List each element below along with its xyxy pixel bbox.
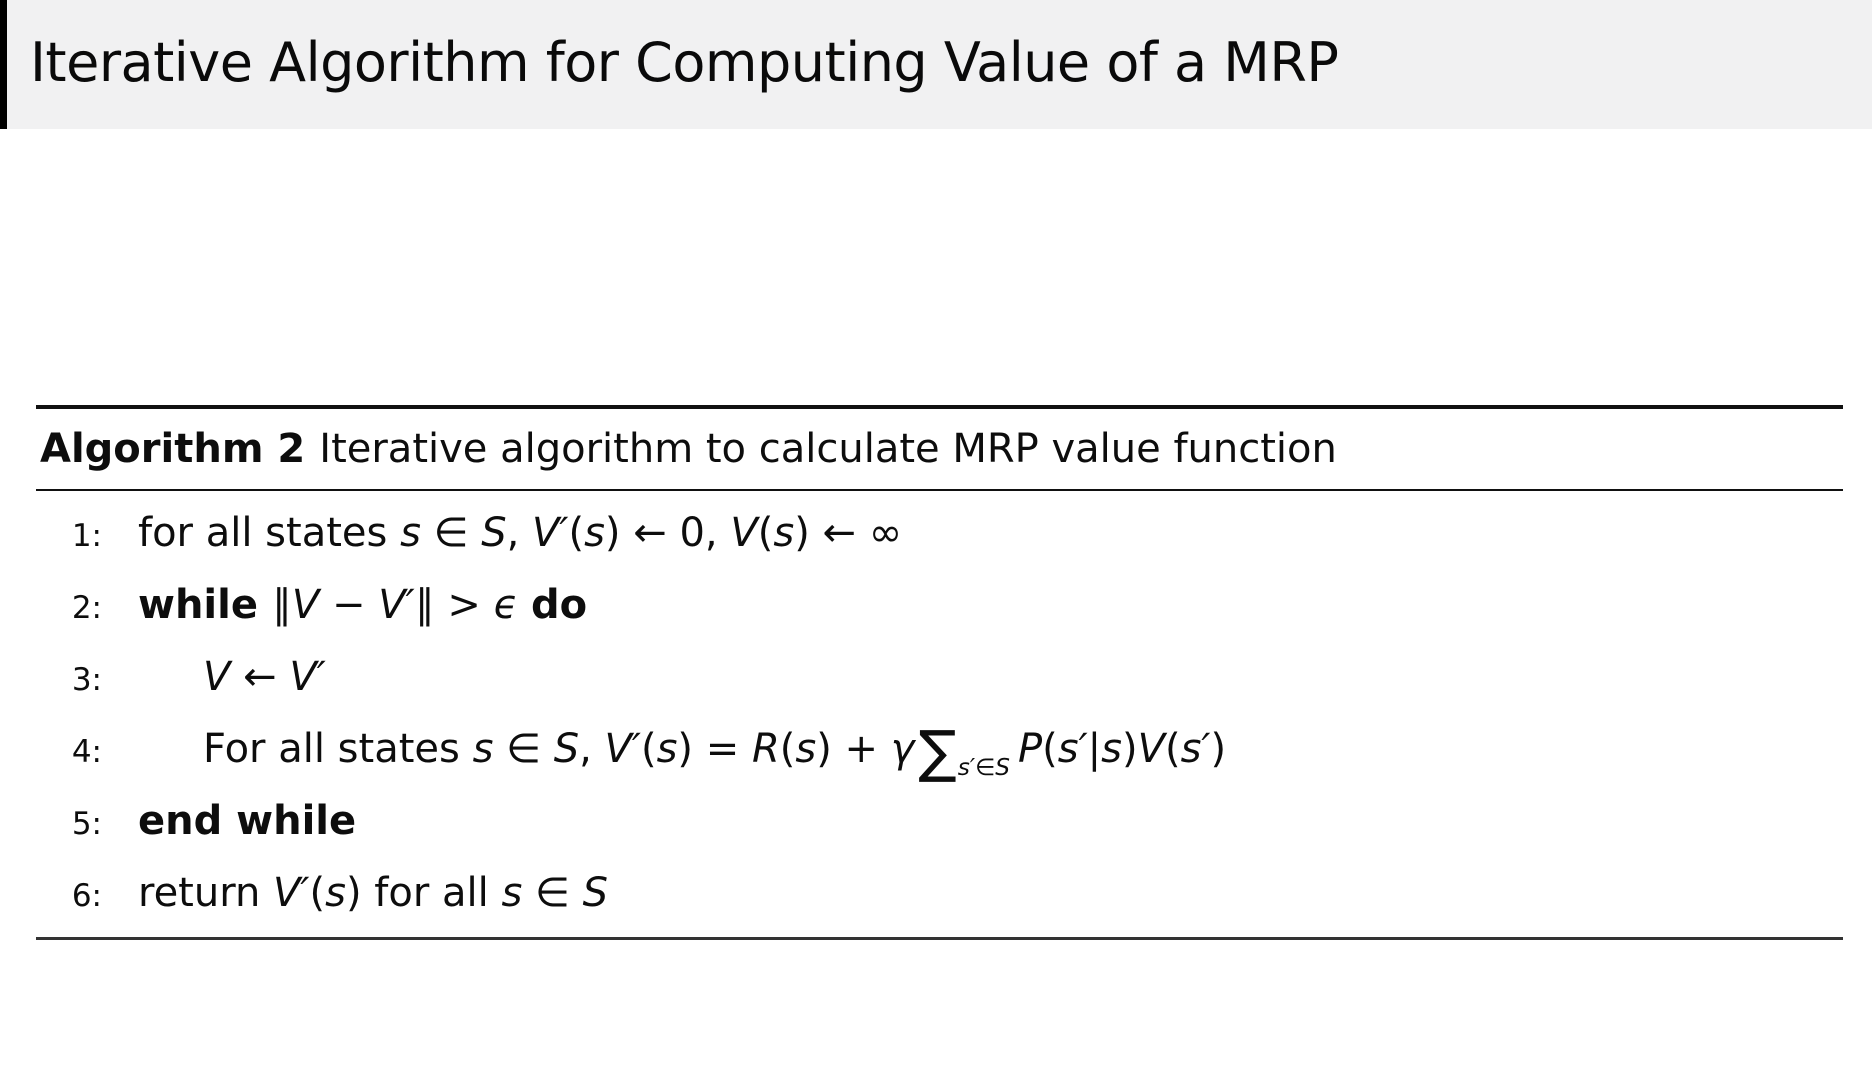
- text-segment: V′: [289, 654, 326, 700]
- line-number: 2:: [71, 590, 102, 626]
- text-segment: (: [757, 510, 774, 556]
- text-segment: (: [568, 510, 585, 556]
- text-segment: end while: [138, 798, 357, 844]
- text-segment: ) +: [816, 726, 891, 772]
- slide-title: Iterative Algorithm for Computing Value of a MRP: [30, 31, 1339, 94]
- text-segment: s′: [1180, 726, 1211, 772]
- text-segment: ) for all: [345, 870, 502, 916]
- title-banner: [0, 0, 1872, 129]
- text-segment: s: [501, 870, 523, 916]
- text-segment: ∥ >: [414, 582, 494, 628]
- line-number: 6:: [71, 878, 102, 914]
- text-segment: ): [1122, 726, 1138, 772]
- text-segment: V: [203, 654, 231, 700]
- algorithm-box: [36, 405, 1843, 940]
- text-segment: (: [779, 726, 796, 772]
- line-number: 5:: [71, 806, 102, 842]
- text-segment: s: [656, 726, 678, 772]
- text-segment: For all states: [203, 726, 473, 772]
- text-segment: ) ← 0,: [604, 510, 731, 556]
- algorithm-line: [36, 785, 1843, 857]
- text-segment: s′∈S: [957, 753, 1011, 781]
- algorithm-body: [36, 491, 1843, 937]
- text-segment: V′: [378, 582, 415, 628]
- text-segment: V: [730, 510, 758, 556]
- text-segment: ←: [230, 654, 290, 700]
- algorithm-header: [36, 409, 1843, 489]
- text-segment: P: [1018, 726, 1043, 772]
- text-segment: ∈: [522, 870, 583, 916]
- text-segment: V: [1137, 726, 1165, 772]
- text-segment: ∈: [420, 510, 482, 556]
- text-segment: ϵ: [493, 582, 519, 628]
- text-segment: −: [319, 582, 379, 628]
- text-segment: ): [1210, 726, 1227, 772]
- line-number: 4:: [71, 734, 102, 770]
- algorithm-label: Algorithm 2: [40, 426, 306, 472]
- text-segment: s: [795, 726, 817, 772]
- line-number: 1:: [71, 518, 102, 554]
- line-number: 3:: [71, 662, 102, 698]
- text-segment: return: [138, 870, 274, 916]
- text-segment: S: [582, 870, 608, 916]
- text-segment: S: [481, 510, 507, 556]
- text-segment: s: [1101, 726, 1122, 772]
- text-segment: (: [640, 726, 657, 772]
- text-segment: ) =: [677, 726, 752, 772]
- text-segment: ∈: [493, 726, 554, 772]
- algorithm-bottom-rule: [36, 937, 1843, 940]
- text-segment: γ: [890, 726, 915, 772]
- text-segment: ∑: [918, 719, 957, 786]
- algorithm-line: [36, 713, 1843, 785]
- text-segment: s: [400, 510, 421, 556]
- text-segment: ) ← ∞: [794, 510, 903, 556]
- text-segment: V′: [273, 870, 310, 916]
- text-segment: s: [584, 510, 605, 556]
- text-segment: s′: [1057, 726, 1088, 772]
- text-segment: V′: [604, 726, 641, 772]
- text-segment: ,: [506, 510, 533, 556]
- indent-spacer: [138, 761, 203, 762]
- text-segment: V: [291, 582, 320, 628]
- text-segment: s: [773, 510, 795, 556]
- text-segment: (: [309, 870, 326, 916]
- text-segment: ∥: [271, 582, 292, 628]
- text-segment: do: [530, 582, 588, 628]
- text-segment: (: [1042, 726, 1058, 772]
- text-segment: |: [1087, 726, 1102, 772]
- text-segment: (: [1164, 726, 1181, 772]
- text-segment: s: [325, 870, 346, 916]
- text-segment: for all states: [138, 510, 401, 556]
- indent-spacer: [138, 689, 203, 690]
- text-segment: R: [751, 726, 780, 772]
- text-segment: [518, 582, 531, 628]
- algorithm-line: [36, 857, 1843, 929]
- algorithm-caption: Iterative algorithm to calculate MRP value function: [319, 426, 1337, 472]
- text-segment: S: [553, 726, 580, 772]
- text-segment: while: [138, 582, 272, 628]
- text-segment: ,: [579, 726, 605, 772]
- algorithm-line: [36, 497, 1843, 569]
- algorithm-line: [36, 569, 1843, 641]
- text-segment: V′: [532, 510, 569, 556]
- algorithm-line: [36, 641, 1843, 713]
- text-segment: s: [472, 726, 494, 772]
- frame-left-bar: [0, 0, 7, 129]
